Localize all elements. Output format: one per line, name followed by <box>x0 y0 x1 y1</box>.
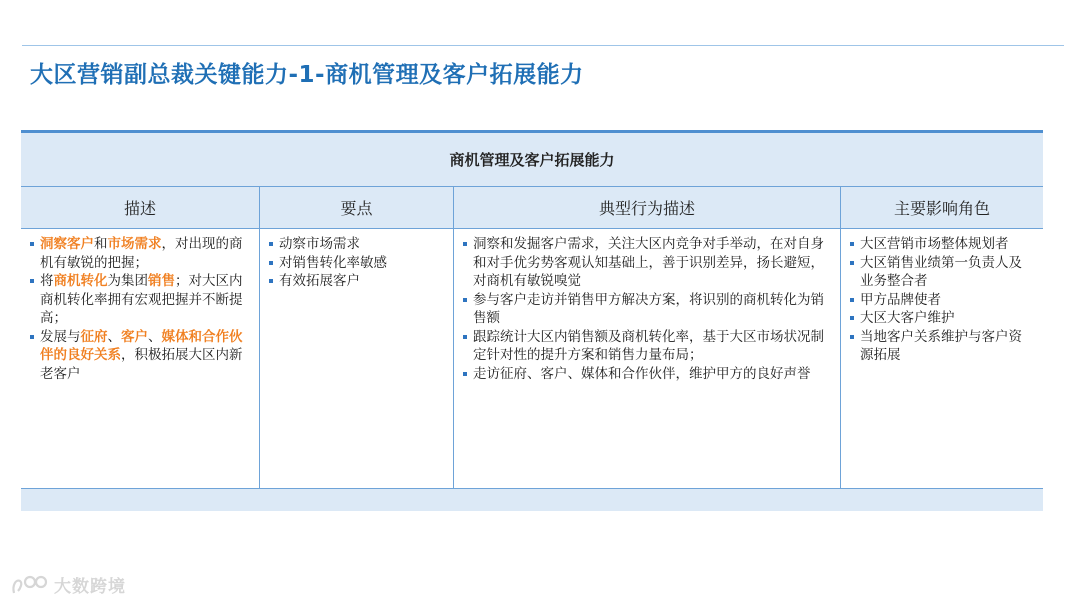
highlighted-text: 客户 <box>121 328 148 345</box>
top-divider <box>22 45 1064 46</box>
watermark-icon <box>10 573 50 597</box>
competency-table <box>21 130 1043 511</box>
highlighted-text: 商机转化 <box>53 273 108 289</box>
list-item: 大区营销市场整体规划者 <box>850 235 1035 254</box>
description-cell <box>21 229 260 488</box>
list-item <box>30 272 251 328</box>
column-header-roles: 主要影响角色 <box>893 199 990 218</box>
list-item <box>30 328 251 384</box>
list-item: 甲方品牌使者 <box>850 291 1035 310</box>
roles-list <box>850 235 1035 365</box>
behaviors-list <box>463 235 832 383</box>
table-main-header: 商机管理及客户拓展能力 <box>21 133 1043 186</box>
description-list <box>30 235 251 383</box>
watermark-logo <box>10 572 126 597</box>
highlighted-text: 媒体和合作伙伴的良好关系 <box>40 328 243 363</box>
list-item: 走访征府、客户、媒体和合作伙伴，维护甲方的良好声誉 <box>463 365 832 384</box>
roles-cell <box>841 229 1043 488</box>
column-header-key-points: 要点 <box>260 187 454 228</box>
text-segment: ，对出现的商机有敏锐的把握； <box>40 236 243 271</box>
column-header-description: 描述 <box>21 187 260 228</box>
highlighted-text: 征府 <box>80 328 108 345</box>
table-footer-band <box>21 488 1043 511</box>
text-segment: 发展与 <box>40 328 81 345</box>
list-item: 洞察和发掘客户需求，关注大区内竞争对手举动，在对自身和对手优劣势客观认知基础上，善于识别差异，扬长避短，对商机有敏锐嗅觉 <box>463 235 832 291</box>
text-segment: 和 <box>94 236 108 252</box>
list-item: 参与客户走访并销售甲方解决方案，将识别的商机转化为销售额 <box>463 291 832 328</box>
list-item: 大区销售业绩第一负责人及业务整合者 <box>850 254 1035 291</box>
text-segment: 将 <box>40 273 54 289</box>
list-item: 对销售转化率敏感 <box>269 254 445 273</box>
list-item: 动察市场需求 <box>269 235 445 254</box>
list-item: 有效拓展客户 <box>269 272 445 291</box>
behaviors-cell <box>454 229 841 488</box>
watermark-text: 大数跨境 <box>54 577 126 597</box>
text-segment: 、 <box>107 328 121 345</box>
highlighted-text: 市场需求 <box>107 236 162 252</box>
list-item: 跟踪统计大区内销售额及商机转化率，基于大区市场状况制定针对性的提升方案和销售力量布局； <box>463 328 832 365</box>
text-segment: ；对大区内商机转化率拥有宏观把握并不断提高； <box>40 273 243 326</box>
text-segment: 为集团 <box>107 273 148 289</box>
list-item <box>30 235 251 272</box>
table-row <box>21 229 1043 488</box>
highlighted-text: 洞察客户 <box>40 236 94 252</box>
key-points-cell <box>260 229 454 488</box>
highlighted-text: 销售 <box>148 273 175 289</box>
text-segment: ，积极拓展大区内新老客户 <box>40 347 243 382</box>
page-title: 大区营销副总裁关键能力-1-商机管理及客户拓展能力 <box>30 62 584 88</box>
key-points-list <box>269 235 445 291</box>
column-header-behaviors: 典型行为描述 <box>454 187 841 228</box>
text-segment: 、 <box>148 328 162 345</box>
list-item: 当地客户关系维护与客户资源拓展 <box>850 328 1035 365</box>
table-column-headers <box>21 186 1043 229</box>
list-item: 大区大客户维护 <box>850 309 1035 328</box>
